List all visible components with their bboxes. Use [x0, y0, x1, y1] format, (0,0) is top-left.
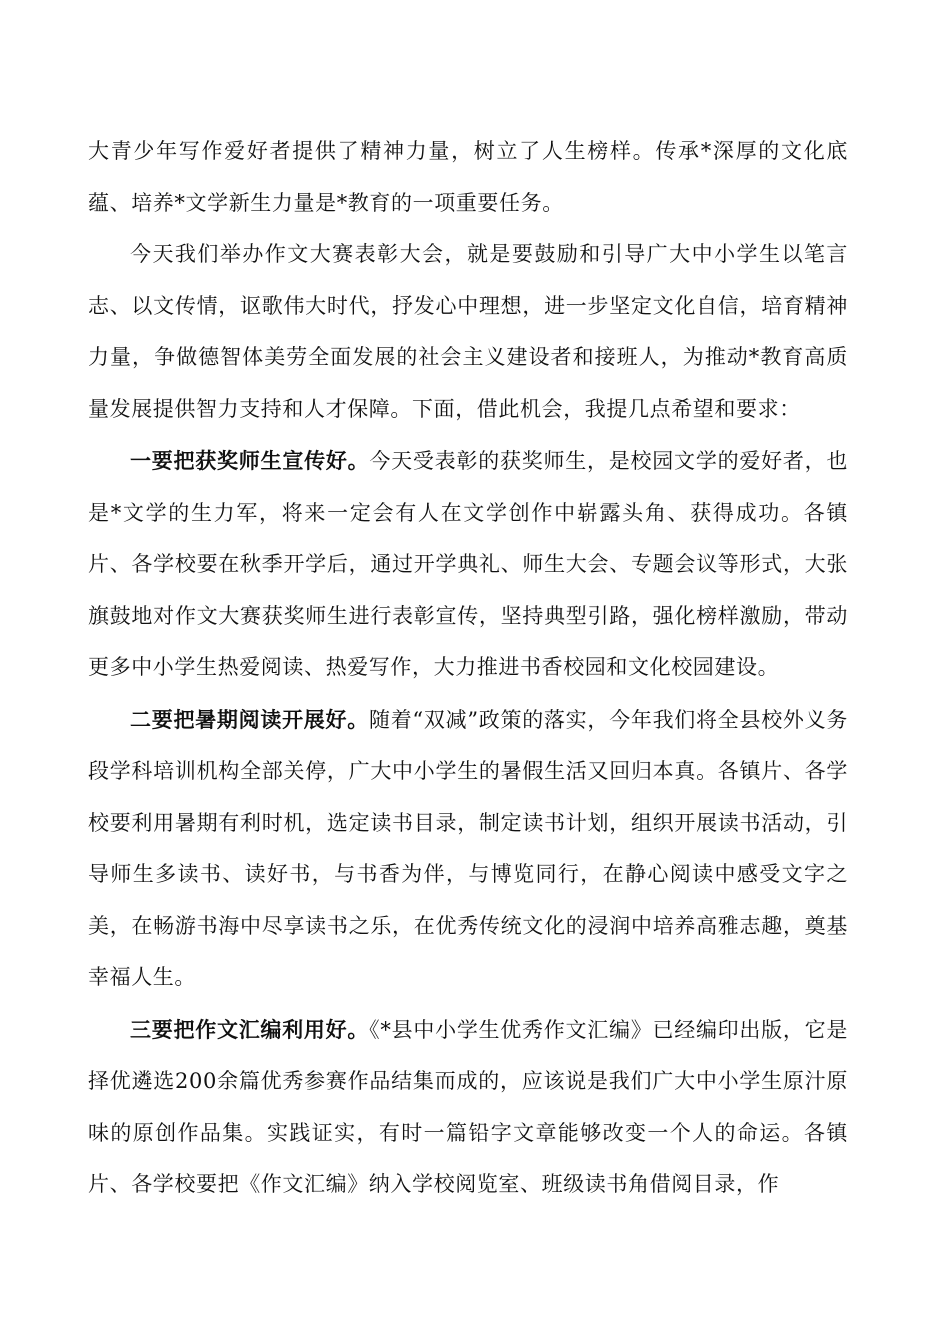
paragraph-1-text: 大青少年写作爱好者提供了精神力量，树立了人生榜样。传承*深厚的文化底蕴、培养*文学新生力量是*教育的一项重要任务。: [88, 139, 848, 215]
paragraph-5-text: 《*县中小学生优秀作文汇编》已经编印出版，它是择优遴选200余篇优秀参赛作品结集而成的，应该说是我们广大中小学生原汁原味的原创作品集。实践证实，有时一篇铅字文章能够改变一个人的命运。各镇片、各学校要把《作文汇编》纳入学校阅览室、班级读书角借阅目录，作: [88, 1017, 848, 1196]
paragraph-3-heading: 一要把获奖师生宣传好。: [130, 448, 370, 473]
paragraph-4: [88, 694, 848, 1004]
paragraph-4-text: 随着“双减”政策的落实，今年我们将全县校外义务段学科培训机构全部关停，广大中小学生的暑假生活又回归本真。各镇片、各学校要利用暑期有利时机，选定读书目录，制定读书计划，组织开展读书活动，引导师生多读书、读好书，与书香为伴，与博览同行，在静心阅读中感受文字之美，在畅游书海中尽享读书之乐，在优秀传统文化的浸润中培养高雅志趣，奠基幸福人生。: [88, 707, 848, 989]
paragraph-2: [88, 229, 848, 435]
paragraph-3-text: 今天受表彰的获奖师生，是校园文学的爱好者，也是*文学的生力军，将来一定会有人在文学创作中崭露头角、获得成功。各镇片、各学校要在秋季开学后，通过开学典礼、师生大会、专题会议等形式，大张旗鼓地对作文大赛获奖师生进行表彰宣传，坚持典型引路，强化榜样激励，带动更多中小学生热爱阅读、热爱写作，大力推进书香校园和文化校园建设。: [88, 449, 848, 679]
document-page: [88, 126, 848, 1211]
paragraph-5: [88, 1004, 848, 1211]
paragraph-1: [88, 126, 848, 229]
paragraph-2-text: 今天我们举办作文大赛表彰大会，就是要鼓励和引导广大中小学生以笔言志、以文传情，讴歌伟大时代，抒发心中理想，进一步坚定文化自信，培育精神力量，争做德智体美劳全面发展的社会主义建设者和接班人，为推动*教育高质量发展提供智力支持和人才保障。下面，借此机会，我提几点希望和要求：: [88, 242, 848, 421]
paragraph-5-heading: 三要把作文汇编利用好。: [130, 1016, 370, 1042]
paragraph-3: [88, 435, 848, 694]
paragraph-4-heading: 二要把暑期阅读开展好。: [130, 706, 369, 732]
